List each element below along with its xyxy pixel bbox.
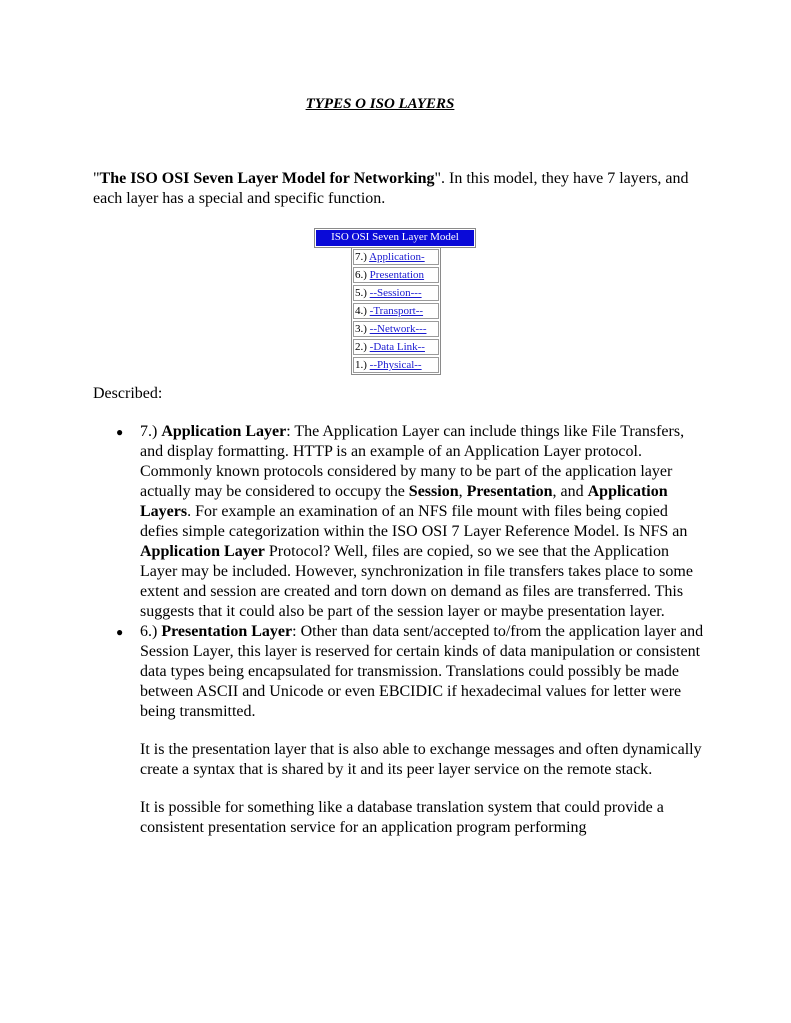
- item-number: 6.): [140, 623, 162, 640]
- application-layer-term-2: Application Layer: [140, 543, 265, 560]
- osi-row-network: [353, 321, 439, 337]
- presentation-layer-term: Presentation Layer: [161, 623, 293, 640]
- presentation-paragraph-3: It is possible for something like a database translation system that could provide a consistent presentation service for an application program performing: [140, 799, 664, 836]
- osi-row-number: 3.): [355, 323, 367, 335]
- presentation-layer-description: [140, 622, 705, 722]
- item-number: 7.): [140, 423, 162, 440]
- application-text-3: , and: [552, 483, 588, 500]
- osi-row-number: 5.): [355, 287, 367, 299]
- osi-row-transport: [353, 303, 439, 319]
- osi-row-data-link: [353, 339, 439, 355]
- osi-row-physical: [353, 357, 439, 373]
- page-title: TYPES O ISO LAYERS: [305, 96, 455, 112]
- osi-link-presentation[interactable]: Presentation: [369, 269, 425, 281]
- session-term: Session: [408, 483, 459, 500]
- osi-table-rows: [351, 248, 441, 375]
- osi-link-physical[interactable]: --Physical--: [369, 359, 422, 371]
- osi-link-transport[interactable]: -Transport--: [369, 305, 424, 317]
- osi-row-number: 6.): [355, 269, 367, 281]
- osi-layer-table: [314, 228, 476, 375]
- osi-row-number: 2.): [355, 341, 367, 353]
- osi-row-presentation: [353, 267, 439, 283]
- application-layer-term: Application Layer: [161, 423, 287, 440]
- list-item-application-layer: [116, 422, 705, 622]
- intro-quote-open: ": [93, 170, 100, 187]
- osi-row-session: [353, 285, 439, 301]
- osi-link-data-link[interactable]: -Data Link--: [369, 341, 425, 353]
- presentation-paragraph-2: It is the presentation layer that is also able to exchange messages and often dynamically create a syntax that is shared by it and its peer layer service on the remote stack.: [140, 741, 702, 778]
- application-text-5: Protocol? Well, files are copied, so we see that the Application Layer may be included. However, synchronization in file transfers takes place to some extent and session are created and torn down on demand as files are transferred. This suggests that it could also be part of the session layer or maybe presentation layer.: [140, 543, 693, 620]
- osi-row-number: 4.): [355, 305, 367, 317]
- described-heading: Described:: [93, 385, 163, 402]
- layer-description-list: [116, 422, 705, 838]
- osi-link-session[interactable]: --Session---: [369, 287, 422, 299]
- application-text-4: . For example an examination of an NFS file mount with files being copied defies simple categorization within the ISO OSI 7 Layer Reference Model. Is NFS an: [140, 503, 688, 540]
- list-item-presentation-layer: [116, 622, 705, 838]
- osi-row-number: 1.): [355, 359, 367, 371]
- intro-rest: ". In this model, they have 7 layers, and each layer has a special and specific function.: [93, 170, 689, 207]
- application-layer-description: [140, 422, 705, 622]
- bullet-icon: ●: [116, 425, 124, 439]
- application-layers-term: Application Layers: [140, 483, 668, 520]
- presentation-text-1: : Other than data sent/accepted to/from the application layer and Session Layer, this layer is reserved for certain kinds of data manipulation or consistent data types being encapsulated for transmission. Translations could possibly be made between ASCII and Unicode or even EBCIDIC if hexadecimal values for letter were being transmitted.: [140, 623, 704, 720]
- application-text-2: ,: [458, 483, 467, 500]
- osi-link-application[interactable]: Application-: [369, 251, 425, 263]
- osi-row-application: [353, 249, 439, 265]
- presentation-term: Presentation: [466, 483, 553, 500]
- osi-table-header: ISO OSI Seven Layer Model: [316, 230, 474, 246]
- application-text-1: : The Application Layer can include things like File Transfers, and display formatting. HTTP is an example of an Application Layer protocol. Commonly known protocols considered by many to be part of the application layer actually may be considered to occupy the: [140, 423, 685, 500]
- intro-paragraph: [93, 169, 703, 209]
- intro-bold-model-name: The ISO OSI Seven Layer Model for Networking: [99, 170, 435, 187]
- bullet-icon: ●: [116, 625, 124, 639]
- osi-table-header-cell: [314, 228, 476, 248]
- osi-link-network[interactable]: --Network---: [369, 323, 427, 335]
- osi-row-number: 7.): [355, 251, 367, 263]
